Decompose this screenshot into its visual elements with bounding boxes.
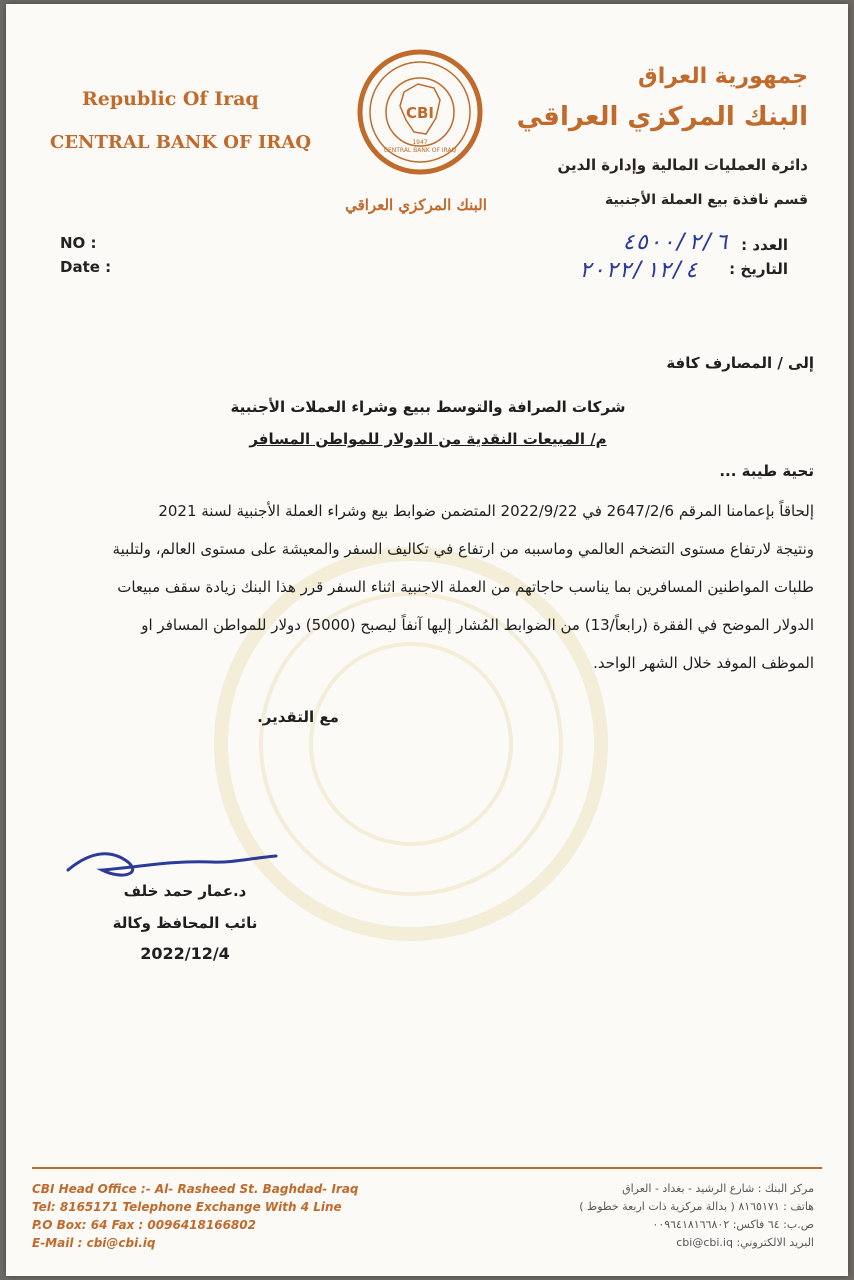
ar-republic-title: جمهورية العراق — [638, 64, 808, 89]
signature-date: 2022/12/4 — [140, 944, 230, 963]
addressee: إلى / المصارف كافة — [666, 354, 814, 372]
ar-department: دائرة العمليات المالية وإدارة الدين — [557, 156, 808, 174]
en-republic-title: Republic Of Iraq — [82, 88, 259, 110]
no-label: NO : — [60, 234, 97, 252]
paragraph-line: إلحاقاً بإعمامنا المرقم 2647/2/6 في 2022/9/22 المتضمن ضوابط بيع وشراء العملة الأجنبية لسنة 2021 — [158, 502, 814, 520]
ar-no-value: ٤٥٠٠/٢/٦ — [622, 230, 728, 255]
ar-date-value: ٢٠٢٢/١٢/٤ — [578, 258, 698, 283]
footer-arabic — [579, 1180, 814, 1252]
addressee-2: شركات الصرافة والتوسط ببيع وشراء العملات الأجنبية — [230, 398, 626, 416]
footer-english — [32, 1180, 359, 1252]
date-label: Date : — [60, 258, 112, 276]
paragraph-line: الدولار الموضح في الفقرة (رابعاً/13) من الضوابط المُشار إليها آنفاً ليصبح (5000) دولار للمواطن المسافر او — [141, 616, 814, 634]
greeting: تحية طيبة ... — [719, 462, 814, 480]
paragraph-line: طلبات المواطنين المسافرين بما يناسب حاجاتهم من العملة الاجنبية اثناء السفر قرر هذا البنك زيادة سقف مبيعات — [117, 578, 814, 596]
letter-page — [6, 4, 848, 1276]
footer-ar-line: مركز البنك : شارع الرشيد - بغداد - العراق — [622, 1182, 814, 1195]
footer-ar-line: هاتف : ٨١٦٥١٧١ ( بدالة مركزية ذات اربعة خطوط ) — [579, 1200, 814, 1213]
subject-line: م/ المبيعات النقدية من الدولار للمواطن المسافر — [249, 430, 607, 448]
logo-year: 1947 — [412, 139, 428, 146]
body-paragraph — [44, 502, 814, 692]
paragraph-line: ونتيجة لارتفاع مستوى التضخم العالمي وماسببه من ارتفاع في تكاليف السفر والمعيشة على مستوى العالم، ولتلبية — [112, 540, 814, 558]
ar-section: قسم نافذة بيع العملة الأجنبية — [605, 192, 808, 208]
ar-no-label: العدد : — [741, 236, 788, 254]
cbi-logo — [356, 48, 484, 176]
logo-text: CBI — [405, 104, 435, 122]
logo-caption: البنك المركزي العراقي — [345, 196, 487, 214]
footer-en-line: E-Mail : cbi@cbi.iq — [32, 1236, 156, 1250]
footer-ar-line: البريد الالكتروني: cbi@cbi.iq — [676, 1236, 814, 1249]
ar-date-label: التاريخ : — [729, 260, 788, 278]
footer-en-line: P.O Box: 64 Fax : 0096418166802 — [32, 1218, 256, 1232]
signatory-title: نائب المحافظ وكالة — [112, 914, 258, 932]
signatory-name: د.عمار حمد خلف — [123, 882, 247, 900]
footer-ar-line: ص.ب: ٦٤ فاكس: ٠٠٩٦٤١٨١٦٦٨٠٢ — [652, 1218, 814, 1231]
footer-en-line: CBI Head Office :- Al- Rasheed St. Baghdad- Iraq — [32, 1182, 359, 1196]
en-bank-title: CENTRAL BANK OF IRAQ — [50, 132, 312, 153]
ar-bank-title: البنك المركزي العراقي — [516, 102, 808, 132]
footer-divider — [32, 1167, 822, 1169]
footer-en-line: Tel: 8165171 Telephone Exchange With 4 Line — [32, 1200, 342, 1214]
logo-ring-text: CENTRAL BANK OF IRAQ — [383, 147, 457, 154]
paragraph-line: الموظف الموفد خلال الشهر الواحد. — [593, 654, 814, 672]
closing: مع التقدير. — [257, 708, 339, 726]
